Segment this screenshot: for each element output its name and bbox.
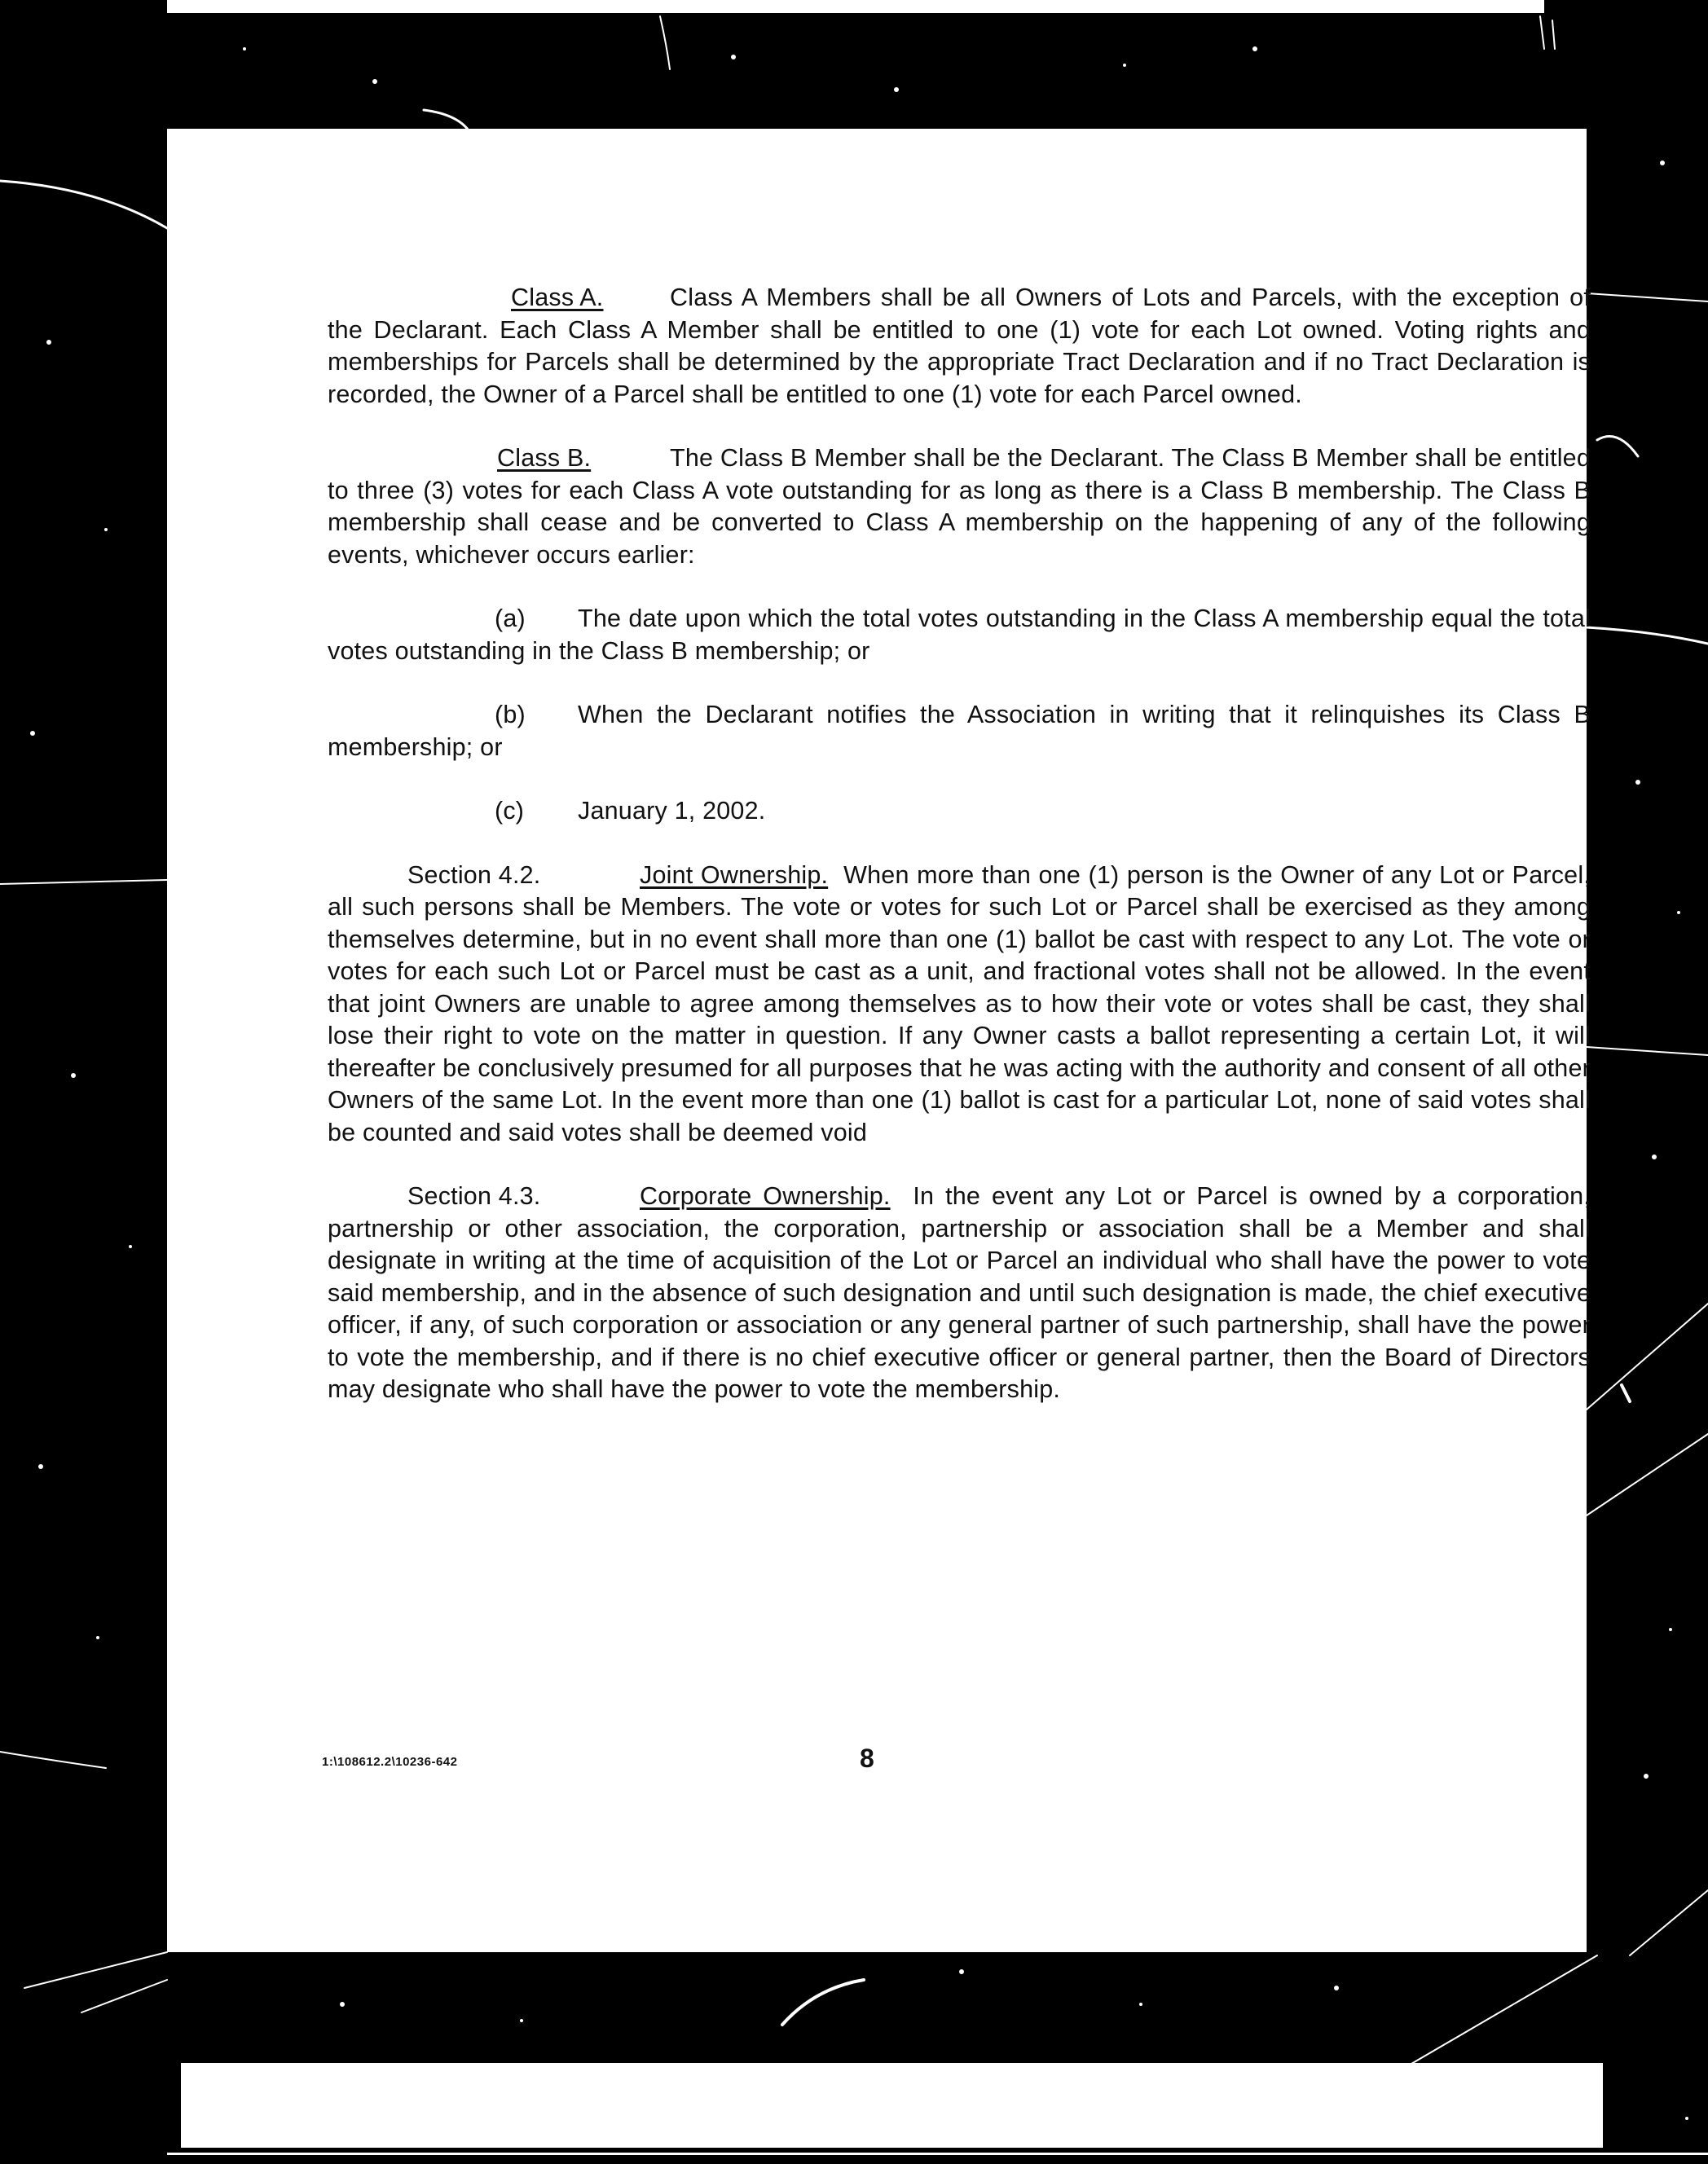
section-4-3-text: In the event any Lot or Parcel is owned by a corporation, partnership or other association, the corporation, partnership or association shall be a Member and shall designate in writing at the time of acquisition of the Lot or Parcel an individual who shall have the power to vote said membership, and in the absence of such designation and until such designation is made, the chief executive officer, if any, of such corporation or association or any general partner of such partnership, shall have the power to vote the membership, and if there is no chief executive officer or general partner, then the Board of Directors may designate who shall have the power to vote the membership. [328, 1182, 1591, 1403]
section-4-2-title: Joint Ownership. [640, 860, 829, 889]
page-number: 8 [860, 1744, 874, 1773]
scan-bottom-strip [181, 2063, 1603, 2148]
item-c-text: January 1, 2002. [578, 797, 766, 825]
item-b-label: (b) [495, 701, 526, 728]
paragraph-class-a [328, 282, 1591, 411]
item-a-label: (a) [495, 605, 526, 632]
class-a-text: Class A Members shall be all Owners of Lots and Parcels, with the exception of the Declarant. Each Class A Member shall be entitled to one (1) vote for each Lot owned. Voting rights and memberships for Parcels shall be determined by the appropriate Tract Declaration and if no Tract Declaration is recorded, the Owner of a Parcel shall be entitled to one (1) vote for each Parcel owned. [328, 284, 1591, 408]
class-a-heading: Class A. [511, 284, 604, 311]
class-b-text: The Class B Member shall be the Declarant. The Class B Member shall be entitled to three (3) votes for each Class A vote outstanding for as long as there is a Class B membership. The Class B membership shall cease and be converted to Class A membership on the happening of any of the following events, whichever occurs earlier: [328, 444, 1591, 569]
section-4-2-number: Section 4.2. [407, 860, 541, 889]
paragraph-section-4-3 [328, 1181, 1591, 1406]
footer-document-code: 1:\108612.2\10236-642 [322, 1755, 458, 1769]
item-a-text: The date upon which the total votes outstanding in the Class A membership equal the total votes outstanding in the Class B membership; or [328, 605, 1591, 665]
section-4-3-number: Section 4.3. [407, 1182, 541, 1210]
class-b-heading: Class B. [497, 444, 592, 472]
document-page [167, 129, 1591, 1952]
scan-top-strip [167, 0, 1544, 13]
list-item [328, 603, 1591, 667]
section-4-3-title: Corporate Ownership. [640, 1182, 891, 1210]
list-item [328, 795, 1591, 828]
paragraph-class-b [328, 442, 1591, 571]
list-item [328, 699, 1591, 763]
item-b-text: When the Declarant notifies the Association in writing that it relinquishes its Class B membership; or [328, 701, 1591, 761]
item-c-label: (c) [495, 797, 525, 825]
document-body [328, 282, 1591, 1438]
paragraph-section-4-2 [328, 860, 1591, 1150]
section-4-2-text: When more than one (1) person is the Owner of any Lot or Parcel, all such persons shall be Members. The vote or votes for such Lot or Parcel shall be exercised as they among themselves determine, but in no event shall more than one (1) ballot be cast with respect to any Lot. The vote or votes for each such Lot or Parcel must be cast as a unit, and fractional votes shall not be allowed. In the event that joint Owners are unable to agree among themselves as to how their vote or votes shall be cast, they shall lose their right to vote on the matter in question. If any Owner casts a ballot representing a certain Lot, it will thereafter be conclusively presumed for all purposes that he was acting with the authority and consent of all other Owners of the same Lot. In the event more than one (1) ballot is cast for a particular Lot, none of said votes shall be counted and said votes shall be deemed void [328, 860, 1591, 1146]
scan-bottom-line [167, 2153, 1708, 2155]
